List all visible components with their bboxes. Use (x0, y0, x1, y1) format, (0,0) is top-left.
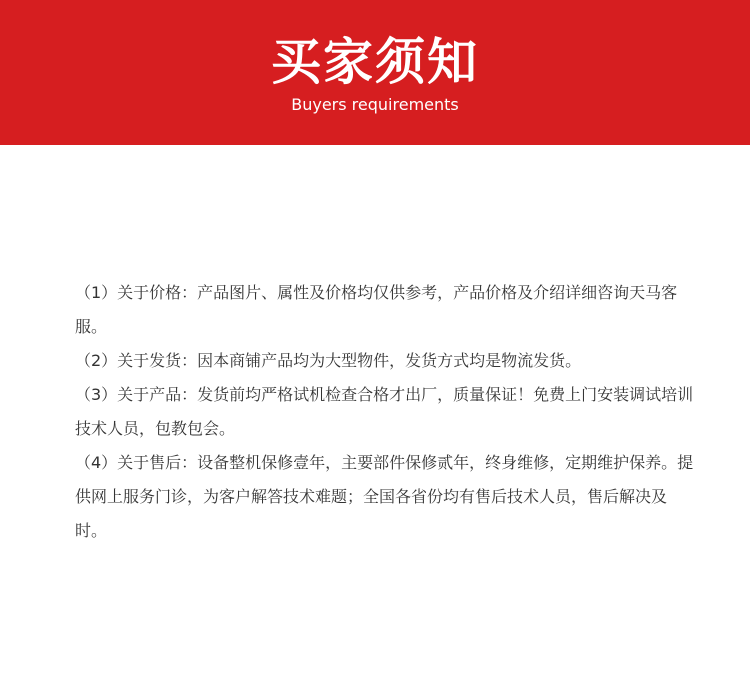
note-price: （1）关于价格：产品图片、属性及价格均仅供参考，产品价格及介绍详细咨询天马客服。 (75, 283, 678, 336)
buyer-notes (75, 276, 695, 548)
note-after-sales: （4）关于售后：设备整机保修壹年，主要部件保修贰年，终身维修，定期维护保养。提供网上服务门诊，为客户解答技术难题；全国各省份均有售后技术人员，售后解决及时。 (75, 453, 694, 540)
header-banner (0, 0, 750, 145)
note-product: （3）关于产品：发货前均严格试机检查合格才出厂，质量保证！免费上门安装调试培训技术人员，包教包会。 (75, 385, 694, 438)
page-title: 买家须知 (271, 33, 479, 91)
page-subtitle: Buyers requirements (291, 95, 459, 114)
note-shipping: （2）关于发货：因本商铺产品均为大型物件，发货方式均是物流发货。 (75, 351, 582, 370)
